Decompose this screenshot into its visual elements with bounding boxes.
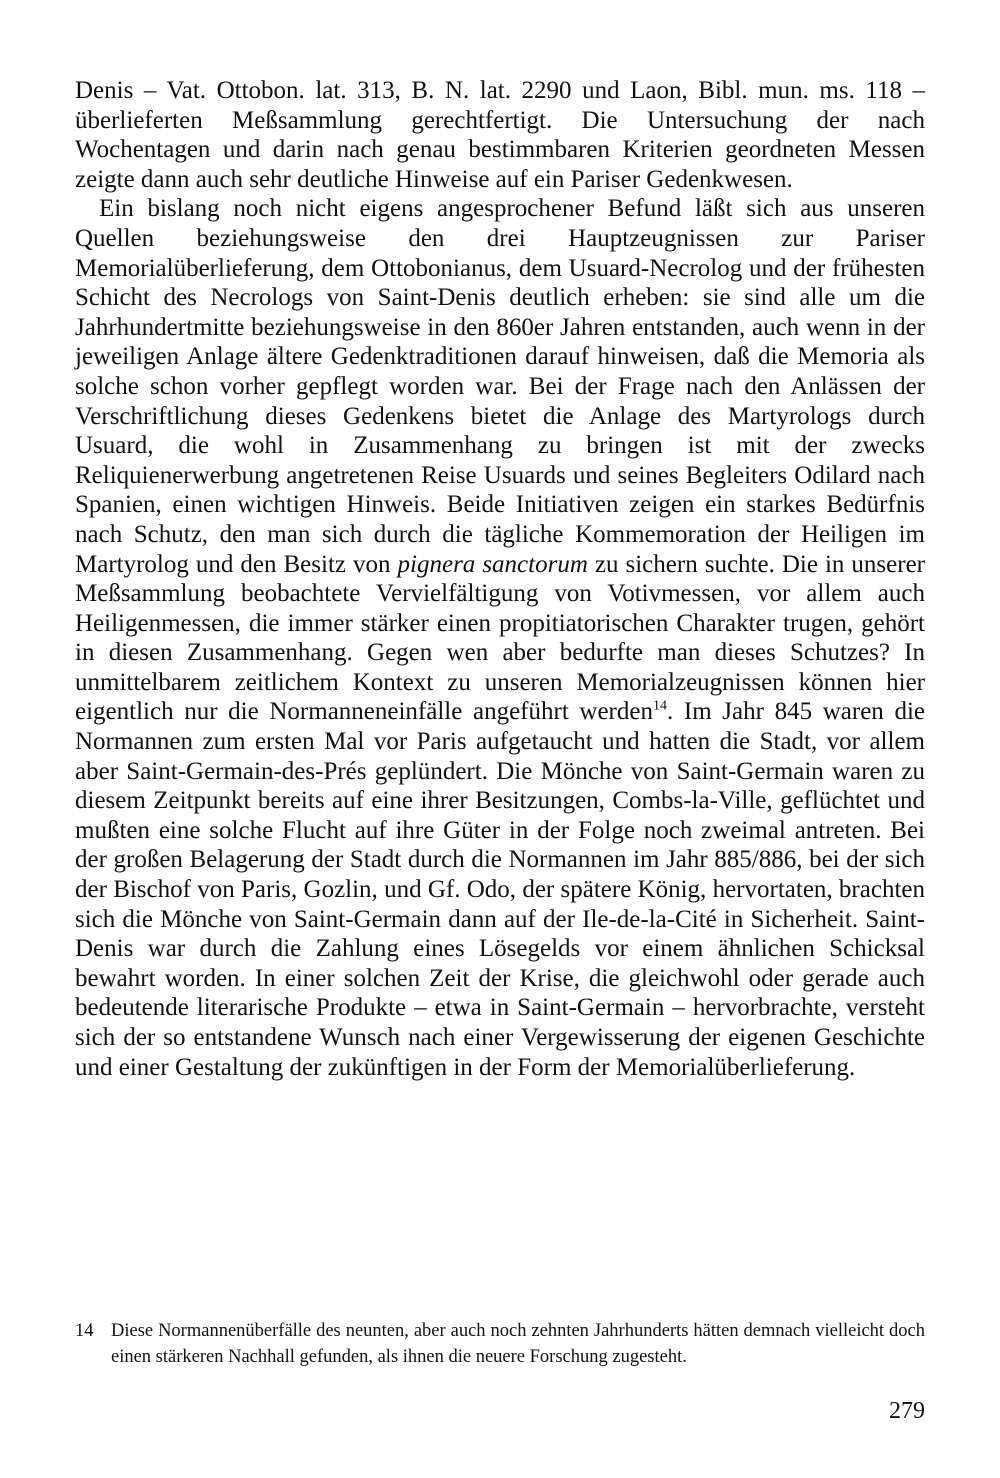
- paragraph-2: [75, 194, 925, 1082]
- footnotes: [75, 1318, 925, 1370]
- text-run: zu sichern suchte. Die in unserer Meßsammlung beobachtete Vervielfältigung von Votivmessen, vor allem auch Heiligenmessen, die immer stärker einen propitiatorischen Charakter trugen, gehört in diesen Zusammenhang. Gegen wen aber bedurfte man dieses Schutzes? In unmittelbarem zeitlichem Kontext zu unseren Memorialzeugnissen können hier eigentlich nur die Normanneneinfälle angeführt werden: [75, 550, 925, 726]
- footnote-reference: 14: [652, 699, 667, 715]
- footnote-number: 14: [75, 1321, 94, 1341]
- italic-term: pignera sanctorum: [397, 550, 588, 578]
- paragraph-1: [75, 76, 925, 194]
- text-run: . Im Jahr 845 waren die Normannen zum ersten Mal vor Paris aufgetaucht und hatten die Stadt, vor allem aber Saint-Germain-des-Prés geplündert. Die Mönche von Saint-Germain waren zu diesem Zeitpunkt bereits auf eine ihrer Besitzungen, Combs-la-Ville, geflüchtet und mußten eine solche Flucht auf ihre Güter in der Folge noch zweimal antreten. Bei der großen Belagerung der Stadt durch die Normannen im Jahr 885/886, bei der sich der Bischof von Paris, Gozlin, und Gf. Odo, der spätere König, hervortaten, brachten sich die Mönche von Saint-Germain dann auf der Ile-de-la-Cité in Sicherheit. Saint-Denis war durch die Zahlung eines Lösegelds vor einem ähnlichen Schicksal bewahrt worden. In einer solchen Zeit der Krise, die gleichwohl oder gerade auch bedeutende literarische Produkte – etwa in Saint-Germain – hervorbrachte, versteht sich der so entstandene Wunsch nach einer Vergewisserung der eigenen Geschichte und einer Gestaltung der zukünftigen in der Form der Memorialüberlieferung.: [75, 698, 925, 1081]
- footnote-14: [75, 1318, 925, 1370]
- text-run: Ein bislang noch nicht eigens angesprochener Befund läßt sich aus unseren Quellen beziehungsweise den drei Hauptzeugnissen zur Pariser Memorialüberlieferung, dem Ottobonianus, dem Usuard-Necrolog und der frühesten Schicht des Necrologs von Saint-Denis deutlich erheben: sie sind alle um die Jahrhundertmitte beziehungsweise in den 860er Jahren entstanden, auch wenn in der jeweiligen Anlage ältere Gedenktraditionen darauf hinweisen, daß die Memoria als solche schon vorher gepflegt worden war. Bei der Frage nach den Anlässen der Verschriftlichung dieses Gedenkens bietet die Anlage des Martyrologs durch Usuard, die wohl in Zusammenhang zu bringen ist mit der zwecks Reliquienerwerbung angetretenen Reise Usuards und seines Begleiters Odilard nach Spanien, einen wichtigen Hinweis. Beide Initiativen zeigen ein starkes Bedürfnis nach Schutz, den man sich durch die tägliche Kommemoration der Heiligen im Martyrolog und den Besitz von: [75, 195, 925, 578]
- body-text: [75, 76, 925, 1082]
- page-number: 279: [889, 1398, 925, 1424]
- text-run: Denis – Vat. Ottobon. lat. 313, B. N. lat. 2290 und Laon, Bibl. mun. ms. 118 – überlieferten Meßsammlung gerechtfertigt. Die Untersuchung der nach Wochentagen und darin nach genau bestimmbaren Kriterien geordneten Messen zeigte dann auch sehr deutliche Hinweise auf ein Pariser Gedenkwesen.: [75, 77, 925, 193]
- footnote-text: Diese Normannenüberfälle des neunten, aber auch noch zehnten Jahrhunderts hätten demnach vielleicht doch einen stärkeren Nachhall gefunden, als ihnen die neuere Forschung zugesteht.: [111, 1321, 925, 1367]
